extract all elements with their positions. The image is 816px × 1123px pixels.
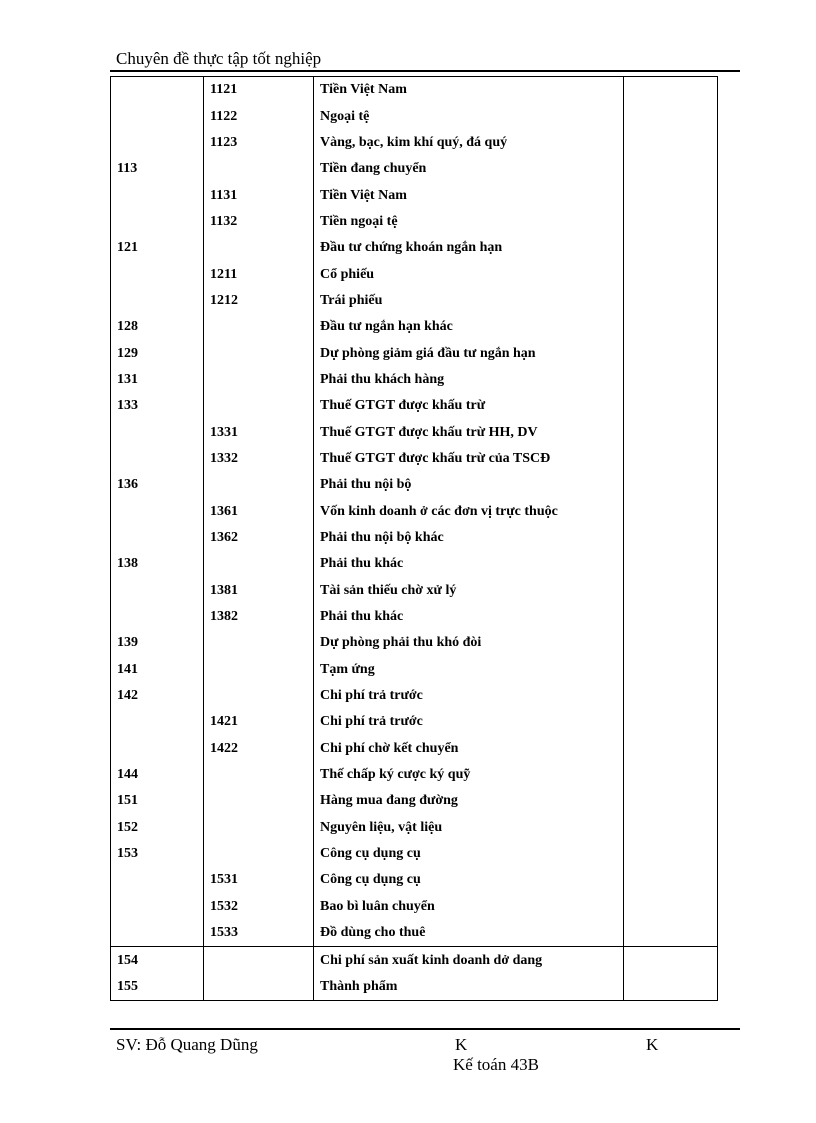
account-level2-cell: 1531 [204, 867, 314, 893]
table-row [111, 209, 718, 235]
account-notes-cell [624, 130, 718, 156]
account-level2-cell: 1361 [204, 499, 314, 525]
account-name-cell: Phải thu khách hàng [314, 367, 624, 393]
account-level1-cell: 138 [111, 551, 204, 577]
account-level2-cell [204, 762, 314, 788]
table-row [111, 130, 718, 156]
account-notes-cell [624, 736, 718, 762]
account-notes-cell [624, 920, 718, 947]
table-row [111, 393, 718, 419]
account-level1-cell: 144 [111, 762, 204, 788]
account-notes-cell [624, 182, 718, 208]
account-name-cell: Bao bì luân chuyển [314, 894, 624, 920]
account-name-cell: Hàng mua đang đường [314, 788, 624, 814]
table-row [111, 182, 718, 208]
account-name-cell: Đầu tư chứng khoán ngắn hạn [314, 235, 624, 261]
table-row [111, 367, 718, 393]
account-level2-cell [204, 314, 314, 340]
table-row [111, 630, 718, 656]
account-level2-cell [204, 657, 314, 683]
account-level1-cell: 136 [111, 472, 204, 498]
page-header-title: Chuyên đề thực tập tốt nghiệp [116, 49, 322, 68]
account-notes-cell [624, 604, 718, 630]
account-level2-cell [204, 815, 314, 841]
account-name-cell: Tạm ứng [314, 657, 624, 683]
account-level2-cell [204, 788, 314, 814]
account-level1-cell: 142 [111, 683, 204, 709]
account-level1-cell: 129 [111, 340, 204, 366]
account-notes-cell [624, 974, 718, 1001]
account-level2-cell: 1132 [204, 209, 314, 235]
account-name-cell: Công cụ dụng cụ [314, 867, 624, 893]
account-name-cell: Cổ phiếu [314, 261, 624, 287]
account-level1-cell: 133 [111, 393, 204, 419]
table-row [111, 551, 718, 577]
table-row [111, 525, 718, 551]
account-notes-cell [624, 788, 718, 814]
table-row [111, 235, 718, 261]
account-level1-cell: 153 [111, 841, 204, 867]
table-row [111, 288, 718, 314]
account-name-cell: Vàng, bạc, kim khí quý, đá quý [314, 130, 624, 156]
table-row [111, 472, 718, 498]
account-level1-cell [111, 867, 204, 893]
account-notes-cell [624, 841, 718, 867]
account-name-cell: Phải thu khác [314, 551, 624, 577]
account-level1-cell [111, 736, 204, 762]
account-level2-cell: 1421 [204, 709, 314, 735]
table-row [111, 340, 718, 366]
table-row [111, 867, 718, 893]
account-name-cell: Phải thu nội bộ khác [314, 525, 624, 551]
account-notes-cell [624, 867, 718, 893]
account-level2-cell [204, 235, 314, 261]
account-name-cell: Tiền đang chuyển [314, 156, 624, 182]
account-name-cell: Dự phòng giảm giá đầu tư ngắn hạn [314, 340, 624, 366]
account-name-cell: Nguyên liệu, vật liệu [314, 815, 624, 841]
footer-student-name: SV: Đỗ Quang Dũng [116, 1035, 258, 1054]
table-row [111, 657, 718, 683]
account-level1-cell: 121 [111, 235, 204, 261]
account-name-cell: Tiền ngoại tệ [314, 209, 624, 235]
table-row [111, 762, 718, 788]
account-level2-cell [204, 841, 314, 867]
account-notes-cell [624, 446, 718, 472]
account-name-cell: Phải thu khác [314, 604, 624, 630]
account-notes-cell [624, 340, 718, 366]
account-level1-cell: 113 [111, 156, 204, 182]
account-notes-cell [624, 261, 718, 287]
table-row [111, 709, 718, 735]
account-level2-cell [204, 340, 314, 366]
footer-class-code-2: K [646, 1035, 659, 1054]
account-level1-cell: 151 [111, 788, 204, 814]
account-level1-cell [111, 261, 204, 287]
account-name-cell: Công cụ dụng cụ [314, 841, 624, 867]
table-row [111, 419, 718, 445]
account-level2-cell: 1422 [204, 736, 314, 762]
table-row [111, 261, 718, 287]
account-name-cell: Dự phòng phải thu khó đòi [314, 630, 624, 656]
table-row [111, 578, 718, 604]
account-name-cell: Thuế GTGT được khấu trừ HH, DV [314, 419, 624, 445]
account-level1-cell [111, 77, 204, 104]
account-name-cell: Tiền Việt Nam [314, 77, 624, 104]
account-notes-cell [624, 762, 718, 788]
account-notes-cell [624, 578, 718, 604]
table-row [111, 77, 718, 104]
table-row [111, 314, 718, 340]
account-name-cell: Đầu tư ngắn hạn khác [314, 314, 624, 340]
account-notes-cell [624, 288, 718, 314]
table-row [111, 815, 718, 841]
table-row [111, 894, 718, 920]
account-level1-cell: 141 [111, 657, 204, 683]
account-level1-cell [111, 604, 204, 630]
account-name-cell: Trái phiếu [314, 288, 624, 314]
account-level1-cell [111, 419, 204, 445]
account-name-cell: Tài sản thiếu chờ xử lý [314, 578, 624, 604]
account-level1-cell [111, 182, 204, 208]
account-notes-cell [624, 156, 718, 182]
account-notes-cell [624, 77, 718, 104]
account-table-body [111, 77, 718, 1001]
footer-divider [110, 1028, 740, 1030]
account-notes-cell [624, 551, 718, 577]
account-name-cell: Chi phí trả trước [314, 683, 624, 709]
account-level2-cell [204, 947, 314, 974]
account-level2-cell: 1532 [204, 894, 314, 920]
account-name-cell: Thuế GTGT được khấu trừ của TSCĐ [314, 446, 624, 472]
table-row [111, 920, 718, 947]
account-notes-cell [624, 683, 718, 709]
account-name-cell: Chi phí chờ kết chuyển [314, 736, 624, 762]
account-level2-cell: 1382 [204, 604, 314, 630]
account-level2-cell: 1123 [204, 130, 314, 156]
table-row [111, 974, 718, 1001]
account-name-cell: Phải thu nội bộ [314, 472, 624, 498]
account-level2-cell: 1381 [204, 578, 314, 604]
account-level2-cell [204, 551, 314, 577]
account-level1-cell: 131 [111, 367, 204, 393]
account-level2-cell [204, 156, 314, 182]
account-notes-cell [624, 314, 718, 340]
account-table [110, 76, 718, 1001]
account-name-cell: Thành phẩm [314, 974, 624, 1001]
account-level1-cell: 155 [111, 974, 204, 1001]
account-level1-cell: 128 [111, 314, 204, 340]
account-level1-cell [111, 920, 204, 947]
account-level1-cell: 152 [111, 815, 204, 841]
account-name-cell: Chi phí trả trước [314, 709, 624, 735]
account-notes-cell [624, 209, 718, 235]
account-level2-cell: 1122 [204, 103, 314, 129]
header-divider [110, 70, 740, 72]
account-level2-cell: 1212 [204, 288, 314, 314]
account-level2-cell: 1331 [204, 419, 314, 445]
account-level2-cell [204, 630, 314, 656]
account-level2-cell: 1362 [204, 525, 314, 551]
account-name-cell: Tiền Việt Nam [314, 182, 624, 208]
account-notes-cell [624, 947, 718, 974]
account-level1-cell [111, 446, 204, 472]
table-row [111, 841, 718, 867]
table-row [111, 604, 718, 630]
footer-class-code-1: K [455, 1035, 468, 1054]
account-notes-cell [624, 709, 718, 735]
account-level2-cell [204, 974, 314, 1001]
account-level2-cell [204, 367, 314, 393]
account-notes-cell [624, 815, 718, 841]
account-level1-cell [111, 578, 204, 604]
account-notes-cell [624, 103, 718, 129]
account-level1-cell [111, 525, 204, 551]
account-name-cell: Ngoại tệ [314, 103, 624, 129]
account-notes-cell [624, 630, 718, 656]
account-notes-cell [624, 525, 718, 551]
account-level1-cell: 154 [111, 947, 204, 974]
account-level2-cell: 1332 [204, 446, 314, 472]
account-level1-cell [111, 709, 204, 735]
table-row [111, 103, 718, 129]
account-level2-cell [204, 683, 314, 709]
account-level2-cell: 1131 [204, 182, 314, 208]
table-row [111, 683, 718, 709]
table-row [111, 499, 718, 525]
table-row [111, 156, 718, 182]
account-notes-cell [624, 657, 718, 683]
account-name-cell: Vốn kinh doanh ở các đơn vị trực thuộc [314, 499, 624, 525]
account-level1-cell [111, 209, 204, 235]
account-level1-cell [111, 130, 204, 156]
footer-class-name: Kế toán 43B [453, 1055, 539, 1074]
account-level1-cell [111, 103, 204, 129]
table-row [111, 446, 718, 472]
account-notes-cell [624, 419, 718, 445]
account-level2-cell: 1533 [204, 920, 314, 947]
account-notes-cell [624, 393, 718, 419]
account-name-cell: Thế chấp ký cược ký quỹ [314, 762, 624, 788]
account-level2-cell: 1121 [204, 77, 314, 104]
account-level2-cell [204, 472, 314, 498]
account-notes-cell [624, 499, 718, 525]
account-notes-cell [624, 894, 718, 920]
account-name-cell: Chi phí sản xuất kinh doanh dở dang [314, 947, 624, 974]
account-name-cell: Thuế GTGT được khấu trừ [314, 393, 624, 419]
account-level1-cell: 139 [111, 630, 204, 656]
account-level1-cell [111, 894, 204, 920]
account-notes-cell [624, 472, 718, 498]
account-level2-cell [204, 393, 314, 419]
account-level1-cell [111, 288, 204, 314]
table-row [111, 947, 718, 974]
account-notes-cell [624, 235, 718, 261]
table-row [111, 788, 718, 814]
account-level2-cell: 1211 [204, 261, 314, 287]
account-notes-cell [624, 367, 718, 393]
account-name-cell: Đồ dùng cho thuê [314, 920, 624, 947]
table-row [111, 736, 718, 762]
account-level1-cell [111, 499, 204, 525]
